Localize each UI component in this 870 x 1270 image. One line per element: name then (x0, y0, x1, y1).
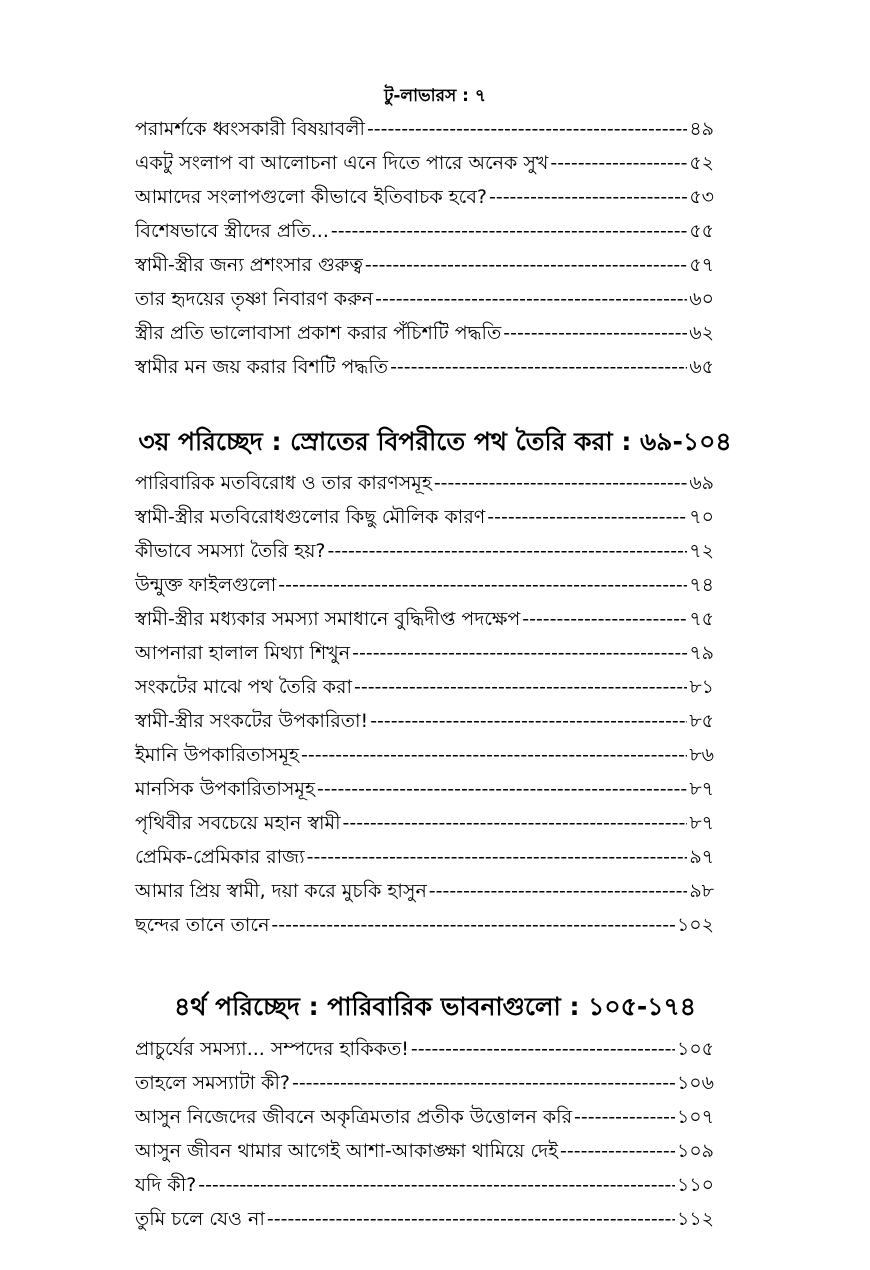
dot-leader (292, 1066, 675, 1100)
toc-entry-title: পৃথিবীর সবচেয়ে মহান স্বামী (135, 812, 341, 834)
toc-entry-title: ইমানি উপকারিতাসমূহ (135, 744, 299, 766)
toc-entry (135, 670, 714, 704)
toc-entry (135, 350, 714, 384)
toc-entry (135, 500, 714, 534)
toc-entry-page: ৫৭ (689, 254, 714, 276)
dot-leader (343, 806, 688, 840)
toc-entry-page: ৫৫ (689, 220, 714, 242)
toc-entry-page: ৭৫ (689, 608, 714, 630)
toc-entry-title: পারিবারিক মতবিরোধ ও তার কারণসমূহ (135, 472, 432, 494)
toc-entry-page: ৬০ (689, 288, 714, 310)
toc-entry-title: আসুন নিজেদের জীবনে অকৃত্রিমতার প্রতীক উত্তোলন করি (135, 1106, 573, 1128)
dot-leader (354, 670, 687, 704)
toc-entry (135, 1032, 714, 1066)
dot-leader (522, 602, 687, 636)
toc-entry (135, 466, 714, 500)
dot-leader (550, 146, 687, 180)
toc-entry-page: ১১২ (676, 1208, 714, 1230)
toc-entry-page: ৮৫ (689, 710, 714, 732)
toc-entry-title: আসুন জীবন থামার আগেই আশা-আকাঙ্ক্ষা থামিয়ে দেই (135, 1140, 559, 1162)
toc-entry (135, 1100, 714, 1134)
dot-leader (365, 248, 687, 282)
dot-leader (489, 180, 687, 214)
toc-entry-page: ৬৫ (689, 356, 714, 378)
dot-leader (560, 1134, 675, 1168)
toc-entry-page: ৯৭ (689, 846, 714, 868)
toc-entry (135, 248, 714, 282)
toc-entry (135, 1168, 714, 1202)
dot-leader (574, 1100, 675, 1134)
toc-entry (135, 316, 714, 350)
toc-entry-title: ছন্দের তানে তানে (135, 914, 270, 936)
toc-entry-title: প্রেমিক-প্রেমিকার রাজ্য (135, 846, 305, 868)
toc-entry-page: ৭২ (689, 540, 714, 562)
toc-entry-title: স্বামীর মন জয় করার বিশটি পদ্ধতি (135, 356, 389, 378)
toc-entry-page: ৮৭ (689, 812, 714, 834)
dot-leader (271, 908, 675, 942)
toc-chapter-4 (135, 1032, 714, 1236)
toc-entry-title: স্বামী-স্ত্রীর মধ্যকার সমস্যা সমাধানে বুদ্ধিদীপ্ত পদক্ষেপ (135, 608, 521, 630)
toc-entry-page: ৪৯ (689, 118, 714, 140)
toc-entry-page: ৫২ (689, 152, 714, 174)
dot-leader (411, 1032, 675, 1066)
toc-entry-title: একটু সংলাপ বা আলোচনা এনে দিতে পারে অনেক সুখ (135, 152, 549, 174)
toc-entry-page: ১১০ (676, 1174, 714, 1196)
toc-entry-title: যদি কী? (135, 1174, 197, 1196)
toc-entry-page: ৮৬ (689, 744, 714, 766)
toc-entry-title: তার হৃদয়ের তৃষ্ণা নিবারণ করুন (135, 288, 374, 310)
toc-section-continued (135, 112, 714, 384)
chapter-4-heading: ৪র্থ পরিচ্ছেদ : পারিবারিক ভাবনাগুলো : ১০৫-১৭৪ (174, 992, 696, 1021)
toc-entry-title: পরামর্শকে ধ্বংসকারী বিষয়াবলী (135, 118, 365, 140)
dot-leader (429, 874, 688, 908)
toc-entry (135, 806, 714, 840)
toc-entry (135, 1134, 714, 1168)
toc-entry (135, 1066, 714, 1100)
toc-entry-page: ১০৬ (676, 1072, 714, 1094)
toc-entry (135, 704, 714, 738)
toc-entry-page: ১০৭ (676, 1106, 714, 1128)
dot-leader (267, 1202, 675, 1236)
dot-leader (390, 350, 687, 384)
toc-entry-title: বিশেষভাবে স্ত্রীদের প্রতি... (135, 220, 329, 242)
toc-entry (135, 908, 714, 942)
toc-chapter-3 (135, 466, 714, 942)
toc-entry-title: তুমি চলে যেও না (135, 1208, 265, 1230)
toc-entry-page: ৬২ (689, 322, 714, 344)
toc-entry-page: ৫৩ (689, 186, 714, 208)
chapter-3-heading: ৩য় পরিচ্ছেদ : স্রোতের বিপরীতে পথ তৈরি করা : ৬৯-১০৪ (138, 427, 732, 456)
dot-leader (487, 500, 687, 534)
toc-entry (135, 772, 714, 806)
toc-entry (135, 738, 714, 772)
toc-entry-title: মানসিক উপকারিতাসমূহ (135, 778, 315, 800)
toc-entry-title: স্বামী-স্ত্রীর জন্য প্রশংসার গুরুত্ব (135, 254, 363, 276)
toc-entry-title: কীভাবে সমস্যা তৈরি হয়? (135, 540, 326, 562)
dot-leader (331, 214, 687, 248)
toc-entry (135, 1202, 714, 1236)
toc-entry (135, 112, 714, 146)
dot-leader (503, 316, 687, 350)
running-head: টু-লাভারস : ৭ (384, 86, 486, 106)
toc-entry-title: আমাদের সংলাপগুলো কীভাবে ইতিবাচক হবে? (135, 186, 487, 208)
dot-leader (317, 772, 687, 806)
dot-leader (352, 636, 687, 670)
toc-entry-page: ৮১ (689, 676, 714, 698)
toc-entry-page: ৮৭ (689, 778, 714, 800)
toc-entry-title: স্বামী-স্ত্রীর সংকটের উপকারিতা! (135, 710, 369, 732)
toc-entry (135, 214, 714, 248)
toc-entry-page: ৭০ (689, 506, 714, 528)
toc-entry-page: ৬৯ (689, 472, 714, 494)
toc-entry (135, 568, 714, 602)
toc-entry-page: ৭৪ (689, 574, 714, 596)
dot-leader (307, 840, 688, 874)
dot-leader (301, 738, 687, 772)
toc-entry (135, 146, 714, 180)
toc-entry (135, 282, 714, 316)
toc-entry-title: সংকটের মাঝে পথ তৈরি করা (135, 676, 352, 698)
toc-entry-page: ১০৯ (676, 1140, 714, 1162)
toc-entry-title: আপনারা হালাল মিথ্যা শিখুন (135, 642, 351, 664)
dot-leader (375, 282, 687, 316)
toc-entry (135, 636, 714, 670)
dot-leader (198, 1168, 675, 1202)
toc-entry (135, 840, 714, 874)
dot-leader (367, 112, 687, 146)
toc-entry (135, 874, 714, 908)
toc-entry-page: ১০৫ (676, 1038, 714, 1060)
toc-entry (135, 534, 714, 568)
dot-leader (434, 466, 688, 500)
toc-entry-title: স্ত্রীর প্রতি ভালোবাসা প্রকাশ করার পঁচিশটি পদ্ধতি (135, 322, 502, 344)
toc-entry-page: ১০২ (676, 914, 714, 936)
dot-leader (278, 568, 687, 602)
dot-leader (327, 534, 687, 568)
toc-entry-title: তাহলে সমস্যাটা কী? (135, 1072, 290, 1094)
toc-entry-title: আমার প্রিয় স্বামী, দয়া করে মুচকি হাসুন (135, 880, 427, 902)
toc-entry-page: ৭৯ (689, 642, 714, 664)
toc-entry (135, 602, 714, 636)
toc-entry-title: স্বামী-স্ত্রীর মতবিরোধগুলোর কিছু মৌলিক কারণ (135, 506, 486, 528)
toc-entry-page: ৯৮ (689, 880, 714, 902)
toc-entry (135, 180, 714, 214)
toc-entry-title: উন্মুক্ত ফাইলগুলো (135, 574, 277, 596)
dot-leader (370, 704, 687, 738)
toc-entry-title: প্রাচুর্যের সমস্যা... সম্পদের হাকিকত! (135, 1038, 409, 1060)
